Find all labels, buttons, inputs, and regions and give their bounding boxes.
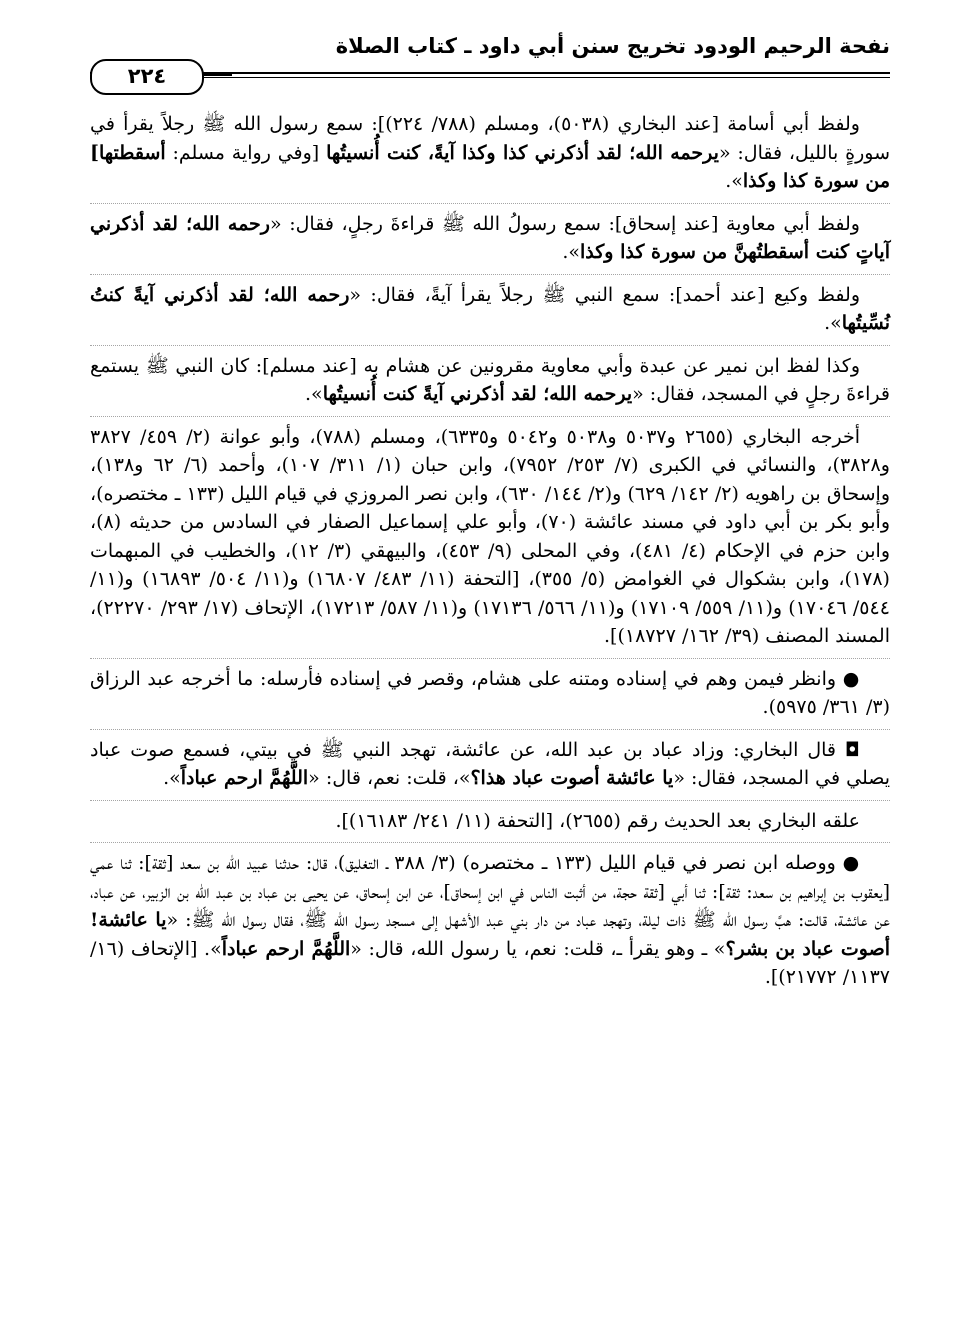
paragraph-ibn-nasr [90, 849, 890, 992]
text-run: » ـ وهو يقرأ ـ، قلت: نعم، يا رسول الله، قال: « [350, 937, 726, 960]
text-run: قال البخاري: وزاد عباد بن عبد الله، عن عائشة، تهجد النبي ﷺ في بيتي، فسمع صوت عباد يصلي في المسجد، فقال: « [90, 738, 890, 789]
bullet-icon: ● [842, 667, 860, 690]
page-number-badge: ٢٢٤ [90, 59, 204, 95]
text-run: علقه البخاري بعد الحديث رقم (٢٦٥٥)، [التحفة (١١/ ٢٤١/ ١٦١٨٣)]. [335, 809, 860, 832]
paragraph-note [90, 665, 890, 722]
hadith-quote: أسقطتها] من سورة كذا وكذا [90, 141, 890, 192]
paragraph-divider [90, 274, 890, 275]
paragraph-divider [90, 658, 890, 659]
header-rule-thin [90, 77, 890, 78]
badge-ornament [202, 74, 232, 76]
paragraph-divider [90, 345, 890, 346]
text-run: ». [562, 241, 580, 263]
paragraph-abu-usama [90, 110, 890, 196]
paragraph-waki [90, 281, 890, 338]
paragraph-ibn-numayr [90, 352, 890, 409]
text-run: أخرجه البخاري (٢٦٥٥ و٥٠٣٧ و٥٠٣٨ و٥٠٤٢ و٦٣٣٥)، ومسلم (٧٨٨)، وأبو عوانة (٢/ ٤٥٩/ ٣٨٢٧ و٣٨٢٨)، والنسائي في الكبرى (٧/ ٢٥٣/ ٧٩٥٢)، وابن حبان (١/ ٣١١/ ١٠٧)، وأحمد (٦/ ٦٢ و١٣٨)، وإسحاق بن راهويه (٢/ ١٤٢/ ٦٢٩) و(٢/ ١٤٤/ ٦٣٠)، وابن نصر المروزي في قيام الليل (١٣٣ ـ مختصره)، وأبو بكر بن أبي داود في مسند عائشة (٧٠)، وأبو علي إسماعيل الصفار في السادس من حديثه (٨)، وابن حزم في الإحكام (٤/ ٤٨١)، وفي المحلى (٩/ ٤٥٣)، والبيهقي (٣/ ١٢)، والخطيب في المبهمات (١٧٨)، وابن بشكوال في الغوامض (٥/ ٣٥٥)، [التحفة (١١/ ٤٨٣/ ١٦٨٠٧) و(١١/ ٥٠٤/ ١٦٨٩٣) و(١١/ ٥٤٤/ ١٧٠٤٦) و(١١/ ٥٥٩/ ١٧١٠٩) و(١١/ ٥٦٦/ ١٧١٣٦) و(١١/ ٥٨٧/ ١٧٢١٣)، الإتحاف (١٧/ ٢٩٣/ ٢٢٢٧٠)، المسند المصنف (٣٩/ ١٦٢/ ١٨٧٢٧)]. [90, 425, 890, 647]
running-title: نفحة الرحيم الودود تخريج سنن أبي داود ـ كتاب الصلاة [335, 34, 890, 58]
paragraph-divider [90, 416, 890, 417]
paragraph-abu-muawiya [90, 210, 890, 267]
bullet-icon: ● [842, 852, 860, 874]
hadith-quote: اللَّهُمَّ ارحم عباداً [180, 767, 309, 789]
text-run: ». [305, 383, 323, 405]
paragraph-divider [90, 203, 890, 204]
text-run: ». [725, 170, 743, 192]
section-marker-icon: ◘ [844, 738, 860, 761]
text-run: ». [824, 312, 842, 334]
hadith-quote: رحمه الله؛ لقد أذكرني آياتٍ كنت أسقطتُهنَّ من سورة كذا وكذا [90, 212, 890, 263]
text-run: ». [الإتحاف (١٦/ ١١٣٧/ ٢١٧٧٢)]. [90, 937, 890, 988]
text-run: ووصله ابن نصر في قيام الليل (١٣٣ ـ مختصره) (٣/ ٣٨٨ ـ التغليق)، قال: حدثنا عبيد الله بن سعد [ثقة]: ثنا عمي [يعقوب بن إبراهيم بن سعد: ثقة]: ثنا أبي [ثقة حجة، من أثبت الناس في ابن إسحاق]، عن ابن إسحاق، عن يحيى بن عباد بن عبد الله بن الزبير، عن عباد، عن عائشة، قالت: هبَّ رسول الله ﷺ ذات ليلة، وتهجد عباد من دار بني عبد الأشهل إلى مسجد رسول الله ﷺ، فقال رسول الله ﷺ: « [90, 852, 890, 931]
hadith-quote: رحمه الله؛ لقد أذكرني آيةً كنتُ نُسِّيتُها [90, 283, 890, 334]
hadith-quote: يا عائشة! أصوت عباد بن بشر؟ [90, 909, 890, 960]
hadith-quote: اللَّهُمَّ ارحم عباداً [221, 937, 351, 960]
paragraph-takhrij [90, 423, 890, 651]
text-run: ولفظ أبي معاوية [عند إسحاق]: سمع رسولُ الله ﷺ قراءةَ رجلٍ، فقال: « [269, 212, 860, 235]
text-run: ولفظ وكيع [عند أحمد]: سمع النبي ﷺ رجلاً يقرأ آيةً، فقال: « [349, 283, 860, 306]
page-header [90, 26, 890, 86]
text-run: ». [163, 767, 181, 789]
paragraph-divider [90, 800, 890, 801]
hadith-quote: يا عائشة أصوت عباد هذا؟ [470, 767, 674, 789]
text-run: »، قلت: نعم، قال: « [308, 767, 471, 789]
text-run: وكذا لفظ ابن نمير عن عبدة وأبي معاوية مقرونين عن هشام به [عند مسلم]: كان النبي ﷺ يستمع قراءةَ رجلٍ في المسجد، فقال: « [90, 354, 890, 405]
hadith-quote: يرحمه الله؛ لقد أذكرني كذا وكذا آيةً، كنت أُنسيتُها [326, 141, 719, 164]
text-run: [وفي رواية مسلم: [165, 141, 327, 164]
paragraph-divider [90, 842, 890, 843]
paragraph-divider [90, 729, 890, 730]
main-text [90, 110, 890, 999]
text-run: وانظر فيمن وهم في إسناده ومتنه على هشام، وقصر في إسناده فأرسله: ما أخرجه عبد الرزاق (٣/ ٣٦١/ ٥٩٧٥). [90, 667, 890, 718]
text-run: ولفظ أبي أسامة [عند البخاري (٥٠٣٨)، ومسلم (٧٨٨/ ٢٢٤)]: سمع رسول الله ﷺ رجلاً يقرأ في سورةٍ بالليل، فقال: « [90, 113, 891, 164]
paragraph-bukhari-abbad [90, 736, 890, 793]
paragraph-ta-liq [90, 807, 890, 836]
hadith-quote: يرحمه الله؛ لقد أذكرني آيةً كنت أُنسيتُها [322, 383, 633, 405]
